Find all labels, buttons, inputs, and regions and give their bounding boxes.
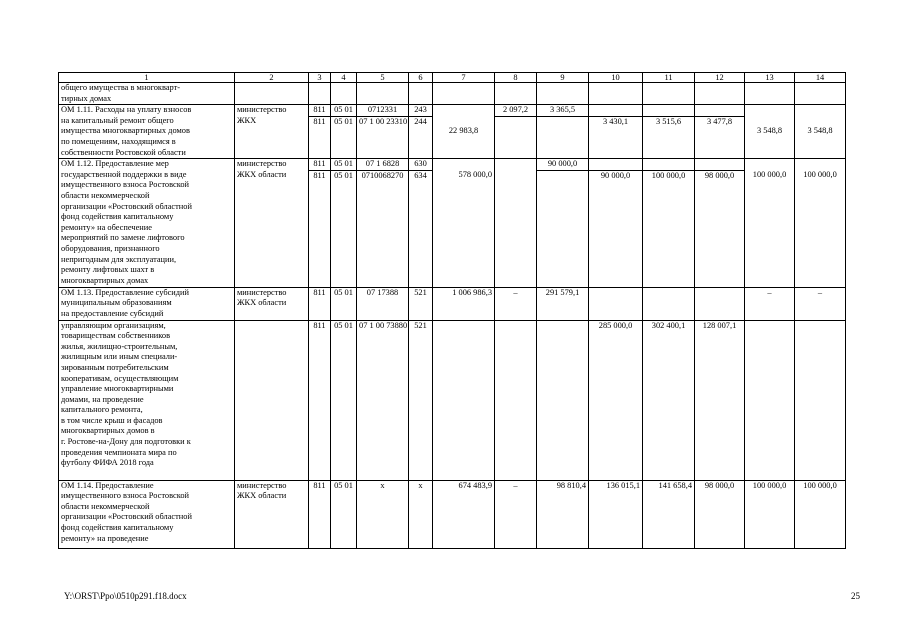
year-cell: 90 000,0: [589, 170, 643, 287]
target-item-cell: 07 1 00 23310: [357, 116, 409, 158]
year-cell: 3 515,6: [643, 116, 695, 158]
header-cell: 7: [433, 73, 495, 83]
header-row: [59, 73, 846, 83]
target-item-cell: 07 1 00 73880: [357, 320, 409, 480]
executor-cell: министерство ЖКХ области: [235, 159, 309, 288]
expense-type-cell: х: [409, 480, 433, 548]
year-cell: 128 007,1: [695, 320, 745, 480]
year-cell: 291 579,1: [537, 287, 589, 320]
expense-type-cell: 243: [409, 105, 433, 117]
header-cell: 5: [357, 73, 409, 83]
expense-type-cell: 630: [409, 159, 433, 171]
table-row: [59, 83, 846, 105]
header-cell: 11: [643, 73, 695, 83]
table-row: [59, 159, 846, 171]
year-cell: 98 810,4: [537, 480, 589, 548]
year-cell: 98 000,0: [695, 480, 745, 548]
header-cell: 3: [309, 73, 331, 83]
year-cell: 285 000,0: [589, 320, 643, 480]
file-path-footer: Y:\ORST\Ppo\0510p291.f18.docx: [64, 591, 187, 601]
grbs-cell: 811: [309, 287, 331, 320]
expense-type-cell: 521: [409, 320, 433, 480]
header-cell: 13: [745, 73, 795, 83]
section-cell: 05 01: [331, 320, 357, 480]
measure-name-cell: общего имущества в многокварт- тирных домах: [59, 83, 235, 105]
year-cell: 3 548,8: [795, 105, 846, 159]
year-cell: 100 000,0: [745, 159, 795, 288]
year-cell: 141 658,4: [643, 480, 695, 548]
total-cell: 22 983,8: [433, 105, 495, 159]
year-cell: 100 000,0: [745, 480, 795, 548]
measure-name-cell: ОМ 1.14. Предоставление имущественного взноса Ростовской области некоммерческой организации «Ростовский областной фонд содействия капитальному ремонту» на проведение: [59, 480, 235, 548]
section-cell: 05 01: [331, 287, 357, 320]
header-cell: 14: [795, 73, 846, 83]
expense-type-cell: 244: [409, 116, 433, 158]
measure-name-cell: ОМ 1.12. Предоставление мер государственной поддержки в виде имущественного взноса Ростовской области некоммерческой организации «Ростовский областной фонд содействия капитальному ремонту» на обеспечение мероприятий по замене лифтового оборудования, признанного непригодным для эксплуатации, ремонту лифтовых шахт в многоквартирных домах: [59, 159, 235, 288]
section-cell: 05 01: [331, 105, 357, 117]
year-cell: 100 000,0: [795, 159, 846, 288]
measure-name-cell: ОМ 1.13. Предоставление субсидий муниципальным образованиям на предоставление субсидий: [59, 287, 235, 320]
section-cell: 05 01: [331, 116, 357, 158]
year-cell: 100 000,0: [643, 170, 695, 287]
table-row: [59, 287, 846, 320]
year-cell: 98 000,0: [695, 170, 745, 287]
header-cell: 10: [589, 73, 643, 83]
year-cell: 3 430,1: [589, 116, 643, 158]
grbs-cell: 811: [309, 480, 331, 548]
table-row: [59, 105, 846, 117]
total-cell: 1 006 986,3: [433, 287, 495, 320]
table-row: [59, 320, 846, 480]
year-cell: 3 365,5: [537, 105, 589, 117]
page-number: 25: [851, 591, 860, 601]
target-item-cell: х: [357, 480, 409, 548]
year-cell: –: [495, 287, 537, 320]
executor-cell: министерство ЖКХ области: [235, 480, 309, 548]
grbs-cell: 811: [309, 116, 331, 158]
budget-table: [58, 72, 846, 549]
header-cell: 9: [537, 73, 589, 83]
grbs-cell: 811: [309, 159, 331, 171]
section-cell: 05 01: [331, 170, 357, 287]
section-cell: 05 01: [331, 159, 357, 171]
year-cell: –: [795, 287, 846, 320]
year-cell: 100 000,0: [795, 480, 846, 548]
target-item-cell: 0710068270: [357, 170, 409, 287]
table-row: [59, 480, 846, 548]
year-cell: 302 400,1: [643, 320, 695, 480]
measure-name-cell: управляющим организациям, товариществам собственников жилья, жилищно-строительным, жилищным или иным специали- зированным потребительским кооперативам, осуществляющим управление многоквартирными домами, на проведение капитального ремонта, в том числе крыш и фасадов многоквартирных домов в г. Ростове-на-Дону для подготовки к проведения чемпионата мира по футболу ФИФА 2018 года: [59, 320, 235, 480]
total-cell: 674 483,9: [433, 480, 495, 548]
executor-cell: министерство ЖКХ области: [235, 287, 309, 320]
year-cell: –: [495, 480, 537, 548]
header-cell: 1: [59, 73, 235, 83]
expense-type-cell: 634: [409, 170, 433, 287]
year-cell: 3 548,8: [745, 105, 795, 159]
header-cell: 2: [235, 73, 309, 83]
year-cell: 90 000,0: [537, 159, 589, 171]
year-cell: 3 477,8: [695, 116, 745, 158]
year-cell: 136 015,1: [589, 480, 643, 548]
executor-cell: министерство ЖКХ: [235, 105, 309, 159]
header-cell: 8: [495, 73, 537, 83]
target-item-cell: 0712331: [357, 105, 409, 117]
grbs-cell: 811: [309, 170, 331, 287]
grbs-cell: 811: [309, 105, 331, 117]
header-cell: 4: [331, 73, 357, 83]
total-cell: 578 000,0: [433, 159, 495, 288]
header-cell: 6: [409, 73, 433, 83]
year-cell: 2 097,2: [495, 105, 537, 117]
target-item-cell: 07 17388: [357, 287, 409, 320]
section-cell: 05 01: [331, 480, 357, 548]
header-cell: 12: [695, 73, 745, 83]
grbs-cell: 811: [309, 320, 331, 480]
target-item-cell: 07 1 6828: [357, 159, 409, 171]
measure-name-cell: ОМ 1.11. Расходы на уплату взносов на капитальный ремонт общего имущества многоквартирных домов по помещениям, находящимся в собственности Ростовской области: [59, 105, 235, 159]
expense-type-cell: 521: [409, 287, 433, 320]
year-cell: –: [745, 287, 795, 320]
